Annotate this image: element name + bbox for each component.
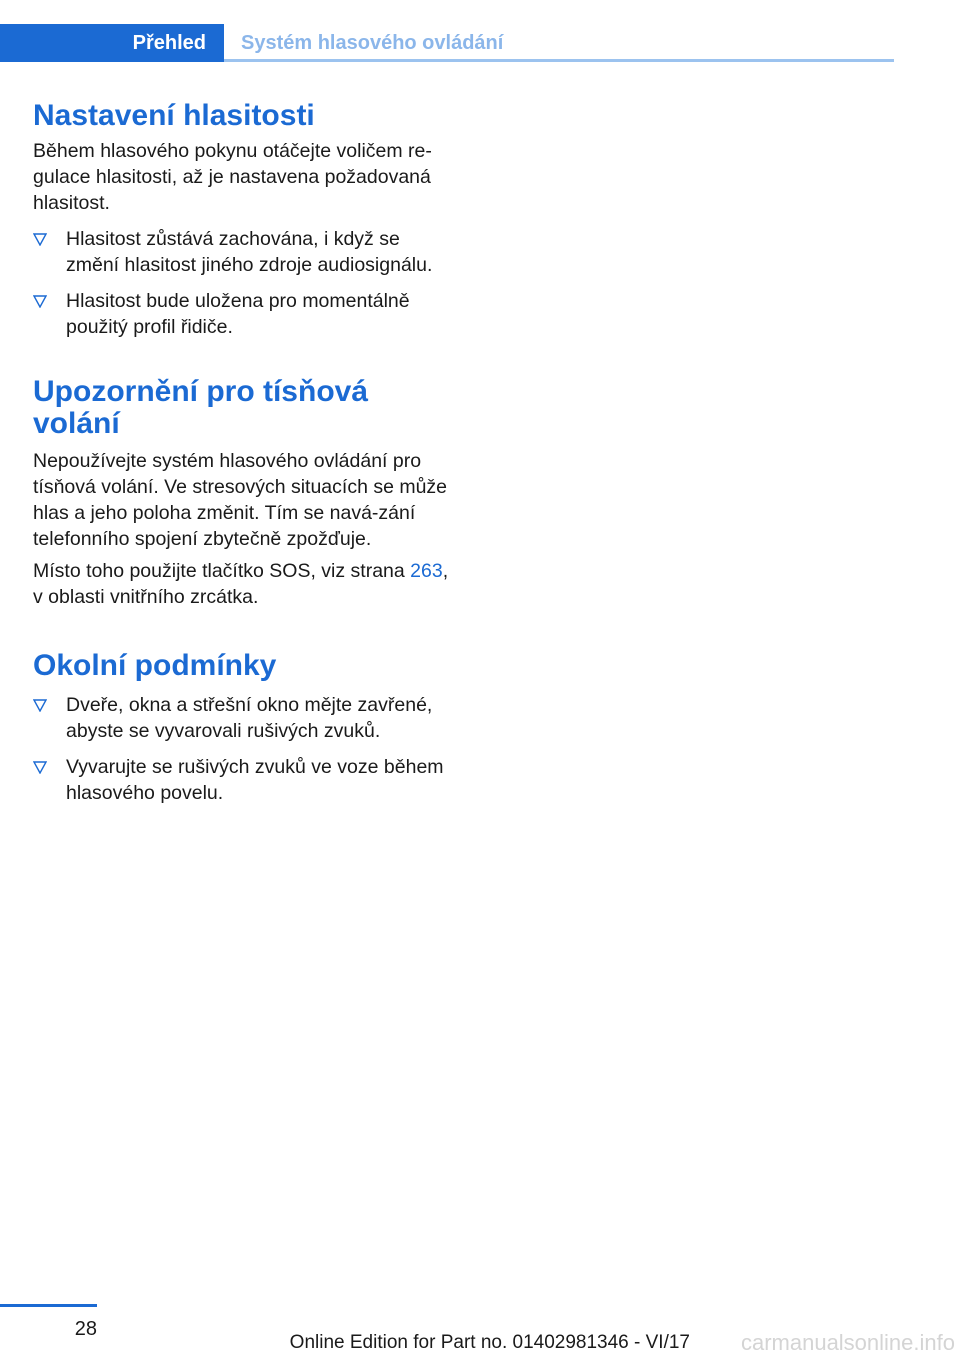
page-link-263[interactable]: 263 (410, 560, 443, 582)
bullet-list (33, 226, 453, 340)
list-item (33, 226, 453, 278)
footer-rule (0, 1304, 97, 1307)
list-item (33, 692, 453, 744)
list-item-text: Hlasitost zůstává zachována, i když se změní hlasitost jiného zdroje audiosignálu. (66, 228, 433, 276)
edition-note: Online Edition for Part no. 01402981346 - VI/17 (289, 1332, 690, 1353)
paragraph-text: , v oblasti vnitřního zrcátka. (33, 560, 449, 608)
chapter-tab-prehled[interactable]: Přehled (0, 24, 224, 62)
triangle-bullet-icon (33, 233, 47, 246)
section-title-emergency: Upozornění pro tísňová volání (33, 375, 369, 440)
section-title-tab[interactable]: Systém hlasového ovládání (241, 32, 504, 54)
list-item-text: Hlasitost bude uložena pro momentálně použitý profil řidiče. (66, 290, 410, 338)
bullet-list (33, 692, 453, 806)
page-header (0, 24, 894, 62)
list-item-text: Vyvarujte se rušivých zvuků ve voze během hlasového povelu. (66, 756, 444, 804)
section-ambient-conditions (33, 650, 453, 806)
paragraph-text: Místo toho použijte tlačítko SOS, viz strana (33, 560, 411, 582)
section-volume (33, 100, 453, 340)
watermark: carmanualsonline.info (740, 1330, 955, 1355)
page-number: 28 (74, 1318, 97, 1340)
section-emergency-calls (33, 376, 453, 610)
section-title-volume: Nastavení hlasitosti (33, 99, 315, 132)
section-title-ambient: Okolní podmínky (33, 649, 277, 682)
triangle-bullet-icon (33, 699, 47, 712)
header-rule (224, 59, 894, 62)
list-item (33, 754, 453, 806)
paragraph: Během hlasového pokynu otáčejte voličem re‐gulace hlasitosti, až je nastavena požadovaná hlasitost. (33, 140, 432, 214)
triangle-bullet-icon (33, 761, 47, 774)
list-item (33, 288, 453, 340)
paragraph-sos (33, 558, 453, 610)
triangle-bullet-icon (33, 295, 47, 308)
page-content (33, 100, 453, 816)
paragraph: Nepoužívejte systém hlasového ovládání pro tísňová volání. Ve stresových situacích se může hlas a jeho poloha změnit. Tím se navá‐zání telefonního spojení zbytečně zpožďuje. (33, 450, 448, 550)
list-item-text: Dveře, okna a střešní okno mějte zavřené, abyste se vyvarovali rušivých zvuků. (66, 694, 433, 742)
